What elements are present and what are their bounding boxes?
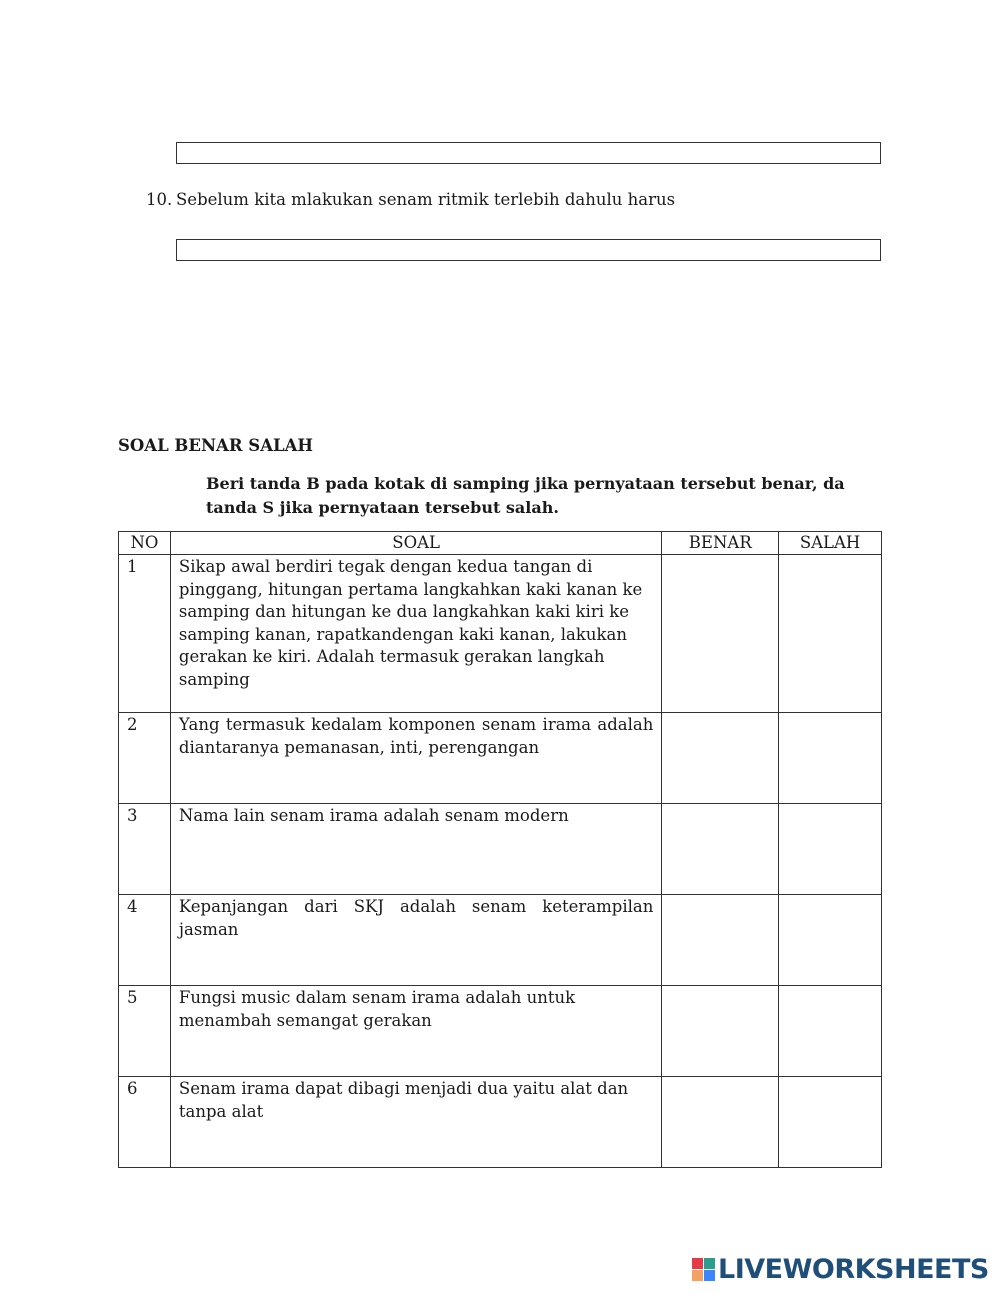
logo-square-teal: [704, 1258, 715, 1269]
header-no: NO: [119, 532, 171, 555]
answer-box-9[interactable]: [176, 142, 881, 164]
salah-cell[interactable]: [779, 895, 882, 986]
row-number: 6: [119, 1077, 171, 1168]
row-statement: Fungsi music dalam senam irama adalah untuk menambah semangat gerakan: [170, 986, 662, 1077]
table-row: [119, 895, 882, 986]
row-statement: Yang termasuk kedalam komponen senam irama adalah diantaranya pemanasan, inti, perengangan: [170, 713, 662, 804]
row-statement: Sikap awal berdiri tegak dengan kedua tangan di pinggang, hitungan pertama langkahkan kaki kanan ke samping dan hitungan ke dua langkahkan kaki kiri ke samping kanan, rapatkandengan kaki kanan, lakukan gerakan ke kiri. Adalah termasuk gerakan langkah samping: [170, 555, 662, 713]
table-row: [119, 1077, 882, 1168]
benar-cell[interactable]: [662, 555, 779, 713]
header-salah: SALAH: [779, 532, 882, 555]
salah-cell[interactable]: [779, 1077, 882, 1168]
row-statement: Nama lain senam irama adalah senam modern: [170, 804, 662, 895]
table-row: [119, 555, 882, 713]
table-header-row: [119, 532, 882, 555]
logo-square-orange: [692, 1270, 703, 1281]
salah-cell[interactable]: [779, 804, 882, 895]
benar-cell[interactable]: [662, 895, 779, 986]
benar-cell[interactable]: [662, 986, 779, 1077]
logo-mark-icon: [692, 1258, 715, 1281]
salah-cell[interactable]: [779, 986, 882, 1077]
header-benar: BENAR: [662, 532, 779, 555]
header-soal: SOAL: [170, 532, 662, 555]
table-row: [119, 986, 882, 1077]
table-row: [119, 804, 882, 895]
instructions: Beri tanda B pada kotak di samping jika pernyataan tersebut benar, da tanda S jika pernyataan tersebut salah.: [206, 474, 845, 517]
row-number: 2: [119, 713, 171, 804]
benar-cell[interactable]: [662, 1077, 779, 1168]
logo-text: LIVEWORKSHEETS: [718, 1253, 989, 1285]
row-number: 3: [119, 804, 171, 895]
question-number: 10.: [146, 190, 173, 209]
logo-square-blue: [704, 1270, 715, 1281]
row-statement: Senam irama dapat dibagi menjadi dua yaitu alat dan tanpa alat: [170, 1077, 662, 1168]
question-10: [146, 190, 675, 209]
row-number: 4: [119, 895, 171, 986]
question-text: Sebelum kita mlakukan senam ritmik terlebih dahulu harus: [176, 190, 676, 209]
row-number: 1: [119, 555, 171, 713]
table-row: [119, 713, 882, 804]
liveworksheets-logo: [692, 1253, 989, 1285]
salah-cell[interactable]: [779, 713, 882, 804]
benar-cell[interactable]: [662, 713, 779, 804]
row-number: 5: [119, 986, 171, 1077]
benar-cell[interactable]: [662, 804, 779, 895]
salah-cell[interactable]: [779, 555, 882, 713]
row-statement: Kepanjangan dari SKJ adalah senam keterampilan jasman: [170, 895, 662, 986]
true-false-table: [118, 531, 882, 1168]
section-title: SOAL BENAR SALAH: [118, 436, 314, 455]
answer-box-10[interactable]: [176, 239, 881, 261]
logo-square-red: [692, 1258, 703, 1269]
